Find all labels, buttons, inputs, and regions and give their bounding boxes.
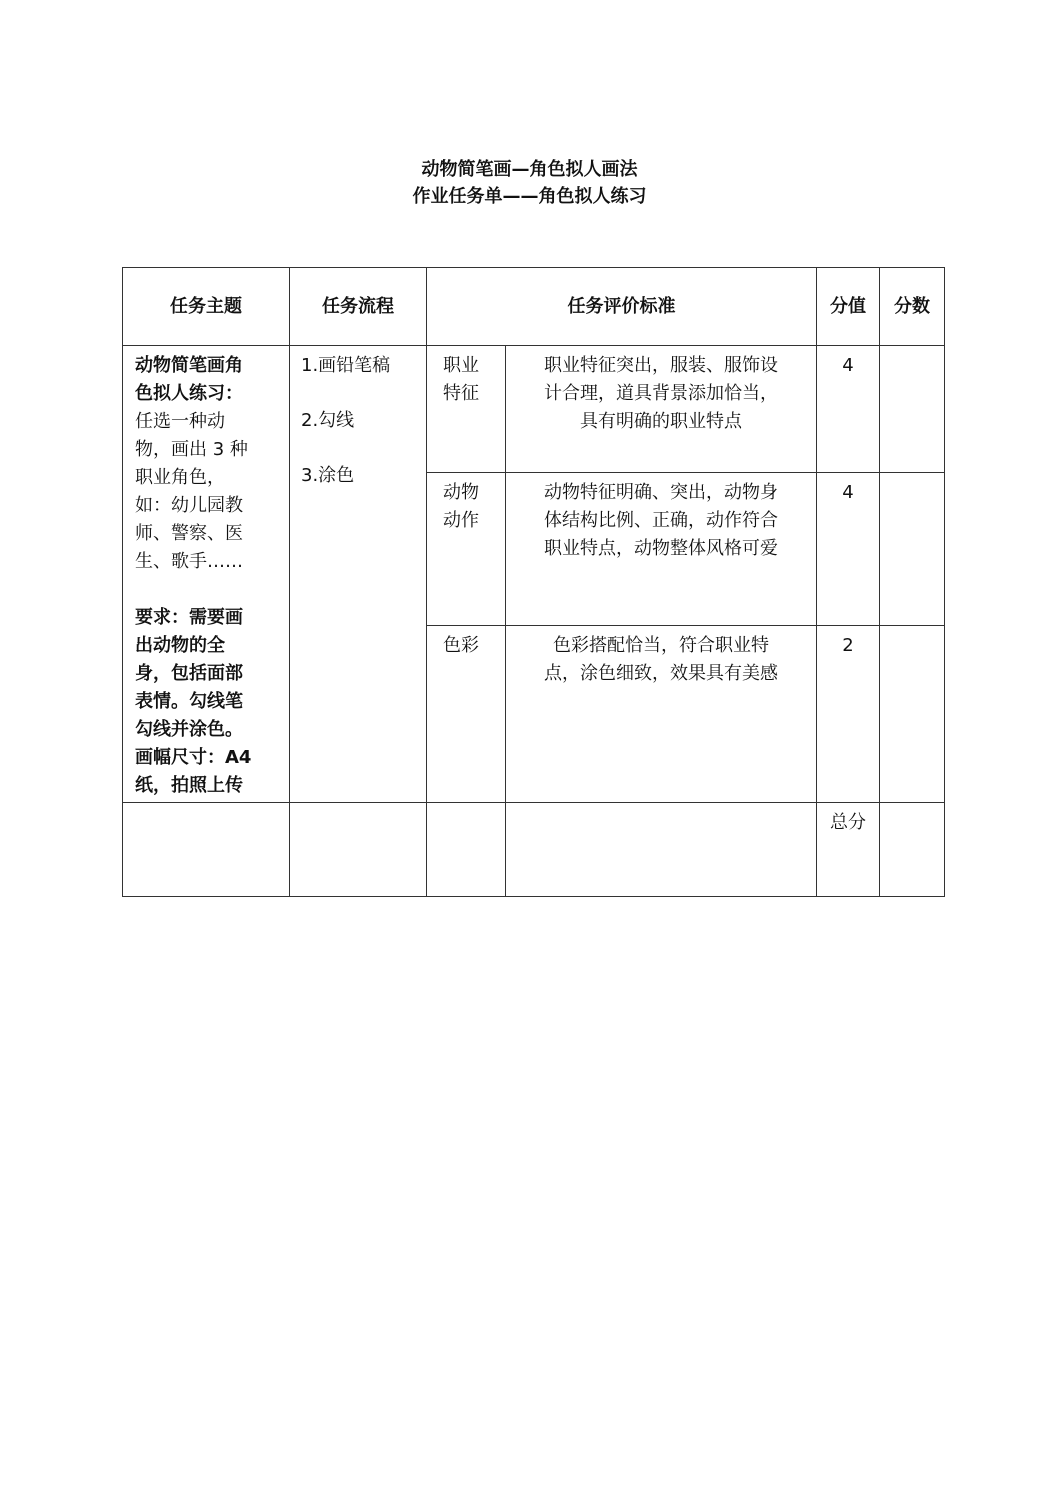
- topic-line: 如：幼儿园教: [135, 495, 243, 516]
- flow-step: 2.勾线: [301, 410, 355, 431]
- table-header-row: [123, 268, 945, 346]
- topic-line: 师、警察、医: [135, 523, 243, 544]
- header-topic: 任务主题: [123, 268, 290, 346]
- requirement-line: 勾线并涂色。: [135, 719, 243, 740]
- requirement-line: 身，包括面部: [135, 663, 243, 684]
- table-row: [123, 346, 945, 473]
- score-cell: [880, 346, 945, 473]
- flow-step: 1.画铅笔稿: [301, 355, 391, 376]
- topic-line: 生、歌手……: [135, 551, 243, 572]
- topic-line: 动物简笔画角: [135, 355, 243, 376]
- flow-step: 3.涂色: [301, 465, 355, 486]
- header-flow: 任务流程: [290, 268, 427, 346]
- requirement-line: 纸，拍照上传: [135, 775, 243, 796]
- task-table: [122, 267, 945, 897]
- criteria-description: 色彩搭配恰当，符合职业特 点，涂色细致，效果具有美感: [506, 626, 817, 803]
- requirement-line: 要求：需要画: [135, 607, 243, 628]
- empty-cell: [506, 803, 817, 897]
- topic-line: 物，画出 3 种: [135, 439, 248, 460]
- score-cell: [880, 626, 945, 803]
- criteria-category: 色彩: [427, 626, 506, 803]
- requirement-line: 画幅尺寸：A4: [135, 747, 252, 768]
- empty-cell: [123, 803, 290, 897]
- document-title-line1: 动物简笔画—角色拟人画法: [421, 159, 638, 180]
- topic-line: 色拟人练习：: [135, 383, 243, 404]
- criteria-category: 动物 动作: [427, 473, 506, 626]
- total-row: [123, 803, 945, 897]
- requirement-line: 表情。勾线笔: [135, 691, 243, 712]
- criteria-value: 2: [817, 626, 880, 803]
- criteria-category: 职业 特征: [427, 346, 506, 473]
- task-topic-cell: [123, 346, 290, 803]
- criteria-value: 4: [817, 473, 880, 626]
- header-criteria: 任务评价标准: [427, 268, 817, 346]
- total-score-cell: [880, 803, 945, 897]
- score-cell: [880, 473, 945, 626]
- empty-cell: [427, 803, 506, 897]
- header-score: 分数: [880, 268, 945, 346]
- task-flow-cell: [290, 346, 427, 803]
- criteria-description: 动物特征明确、突出，动物身 体结构比例、正确，动作符合 职业特点，动物整体风格可爱: [506, 473, 817, 626]
- header-value: 分值: [817, 268, 880, 346]
- topic-line: 职业角色，: [135, 467, 225, 488]
- document-title-line2: 作业任务单——角色拟人练习: [412, 186, 647, 207]
- criteria-value: 4: [817, 346, 880, 473]
- total-label: 总分: [817, 803, 880, 897]
- requirement-line: 出动物的全: [135, 635, 225, 656]
- empty-cell: [290, 803, 427, 897]
- topic-line: 任选一种动: [135, 411, 225, 432]
- criteria-description: 职业特征突出，服装、服饰设 计合理，道具背景添加恰当， 具有明确的职业特点: [506, 346, 817, 473]
